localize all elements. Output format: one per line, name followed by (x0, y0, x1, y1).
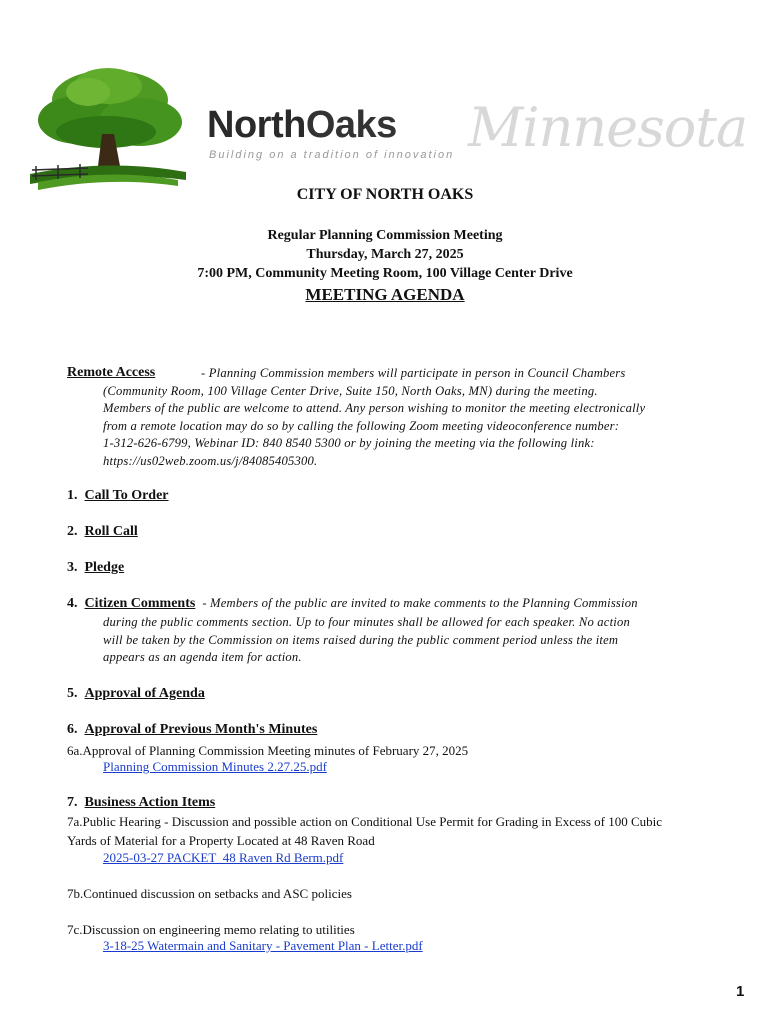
subitem-7c: 7c.Discussion on engineering memo relating to utilities (67, 922, 355, 937)
agenda-item-6 (67, 722, 317, 738)
agenda-item-2 (67, 524, 138, 540)
description-line: during the public comments section. Up to four minutes shall be allowed for each speaker. No action (103, 615, 630, 629)
remote-access-line: from a remote location may do so by calling the following Zoom meeting videoconference number: (103, 418, 620, 433)
item-number: 2. (67, 524, 78, 539)
item-number: 5. (67, 686, 78, 701)
subitem-line: Yards of Material for a Property Located at 48 Raven Road (67, 833, 375, 848)
remote-access-heading: Remote Access (67, 365, 156, 380)
utilities-memo-pdf-link[interactable]: 3-18-25 Watermain and Sanitary - Pavement Plan - Letter.pdf (103, 938, 423, 953)
description-line: appears as an agenda item for action. (103, 650, 302, 665)
item-label: Approval of Previous Month's Minutes (84, 722, 318, 737)
agenda-item-1 (67, 488, 169, 504)
remote-access-line: (Community Room, 100 Village Center Drive, Suite 150, North Oaks, MN) during the meeting. (103, 383, 598, 398)
subitem-line: 7a.Public Hearing - Discussion and possible action on Conditional Use Permit for Grading in Excess of 100 Cubic (67, 814, 663, 829)
description-line: will be taken by the Commission on items raised during the public comment period unless the item (103, 632, 619, 647)
subitem-7a (67, 812, 727, 850)
brand-tagline: Building on a tradition of innovation (209, 149, 455, 161)
item-label: Roll Call (84, 524, 138, 539)
item-label: Business Action Items (84, 795, 216, 810)
item-description: - Members of the public are invited to make comments to the Planning Commission (202, 596, 638, 610)
citizen-comments-text (103, 614, 723, 667)
agenda-title: MEETING AGENDA (305, 285, 465, 304)
remote-access-line: - Planning Commission members will participate in person in Council Chambers (201, 366, 626, 380)
meeting-name: Regular Planning Commission Meeting (267, 228, 503, 243)
item-label: Approval of Agenda (84, 686, 205, 701)
meeting-date: Thursday, March 27, 2025 (306, 247, 464, 262)
remote-access-text (103, 365, 733, 471)
agenda-item-4 (67, 596, 737, 612)
brand-north: North (207, 104, 306, 146)
north-oaks-tree-logo (28, 62, 188, 190)
remote-access-line: Members of the public are welcome to attend. Any person wishing to monitor the meeting electronically (103, 401, 646, 416)
remote-access-line: https://us02web.zoom.us/j/84085405300. (103, 453, 318, 468)
agenda-item-7 (67, 795, 215, 811)
item-number: 7. (67, 795, 78, 810)
item-number: 1. (67, 488, 78, 503)
state-script-logo: Minnesota (468, 96, 748, 159)
meeting-time-place: 7:00 PM, Community Meeting Room, 100 Village Center Drive (197, 266, 573, 281)
subitem-7b: 7b.Continued discussion on setbacks and ASC policies (67, 886, 352, 901)
item-number: 3. (67, 560, 78, 575)
item-number: 6. (67, 722, 78, 737)
item-number: 4. (67, 596, 78, 611)
item-label: Pledge (84, 560, 125, 575)
brand-oaks: Oaks (305, 104, 397, 146)
item-label: Call To Order (84, 488, 169, 503)
minutes-pdf-link[interactable]: Planning Commission Minutes 2.27.25.pdf (103, 759, 327, 774)
brand-wordmark (207, 104, 397, 147)
page-number: 1 (736, 983, 745, 1000)
item-label: Citizen Comments (84, 596, 196, 611)
packet-pdf-link[interactable]: 2025-03-27 PACKET_48 Raven Rd Berm.pdf (103, 850, 344, 865)
subitem-6a: 6a.Approval of Planning Commission Meeting minutes of February 27, 2025 (67, 743, 469, 758)
city-title: CITY OF NORTH OAKS (296, 186, 474, 203)
agenda-item-5 (67, 686, 205, 702)
remote-access-line: 1-312-626-6799, Webinar ID: 840 8540 5300 or by joining the meeting via the following link: (103, 436, 595, 451)
agenda-item-3 (67, 560, 124, 576)
